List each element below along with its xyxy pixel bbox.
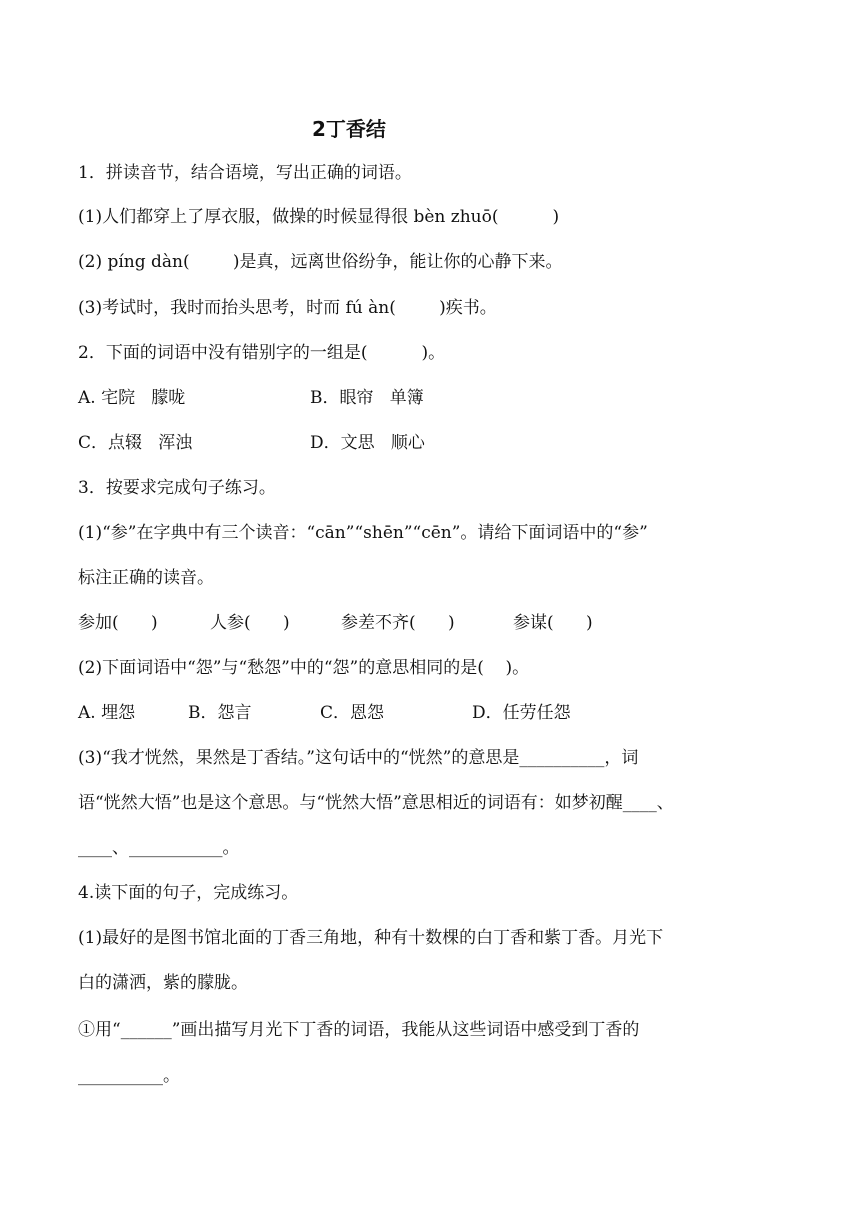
question-3-part-2-stem: (2)下面词语中“怨”与“愁怨”中的“怨”的意思相同的是( )。 (78, 658, 530, 678)
question-4-part-1-line-1: (1)最好的是图书馆北面的丁香三角地，种有十数棵的白丁香和紫丁香。月光下 (78, 928, 664, 948)
question-3-part-3-line-3: ____、___________。 (78, 838, 240, 858)
question-4-stem: 4.读下面的句子，完成练习。 (78, 883, 299, 903)
word-cenci: 参差不齐( ) (341, 613, 455, 633)
word-canmou: 参谋( ) (513, 613, 593, 633)
question-3-part-1-line-2: 标注正确的读音。 (78, 568, 214, 588)
question-3-part-2-option-c: C．恩怨 (320, 703, 385, 723)
question-3-part-2-option-d: D．任劳任怨 (472, 703, 571, 723)
question-4-sub-1-line-1: ①用“______”画出描写月光下丁香的词语，我能从这些词语中感受到丁香的 (78, 1020, 640, 1040)
question-1-item-3: (3)考试时，我时而抬头思考，时而 fú àn( )疾书。 (78, 298, 497, 318)
question-2-option-c: C．点辍 浑浊 (78, 433, 193, 453)
question-3-part-2-option-b: B．怨言 (188, 703, 252, 723)
question-1-item-1: (1)人们都穿上了厚衣服，做操的时候显得很 bèn zhuō( ) (78, 207, 560, 227)
question-3-part-1-line-1: (1)“参”在字典中有三个读音：“cān”“shēn”“cēn”。请给下面词语中的“参” (78, 523, 648, 543)
question-4-sub-1-line-2: __________。 (78, 1066, 180, 1086)
question-3-part-2-option-a: A. 埋怨 (78, 703, 136, 723)
question-1-item-2: (2) píng dàn( )是真，远离世俗纷争，能让你的心静下来。 (78, 252, 563, 272)
question-3-stem: 3．按要求完成句子练习。 (78, 478, 276, 498)
question-2-option-d: D．文思 顺心 (310, 433, 425, 453)
question-2-option-a: A. 宅院 朦咙 (78, 388, 186, 408)
question-4-part-1-line-2: 白的潇洒，紫的朦胧。 (78, 973, 248, 993)
question-2-option-b: B．眼帘 单簿 (310, 388, 424, 408)
page-title: 2丁香结 (312, 117, 386, 141)
question-3-part-3-line-2: 语“恍然大悟”也是这个意思。与“恍然大悟”意思相近的词语有：如梦初醒____、 (78, 793, 674, 813)
word-canjia: 参加( ) (78, 613, 158, 633)
question-1-stem: 1．拼读音节，结合语境，写出正确的词语。 (78, 163, 412, 183)
word-renshen: 人参( ) (210, 613, 290, 633)
question-3-part-3-line-1: (3)“我才恍然，果然是丁香结。”这句话中的“恍然”的意思是__________，词 (78, 748, 639, 768)
question-2-stem: 2．下面的词语中没有错别字的一组是( )。 (78, 343, 446, 363)
